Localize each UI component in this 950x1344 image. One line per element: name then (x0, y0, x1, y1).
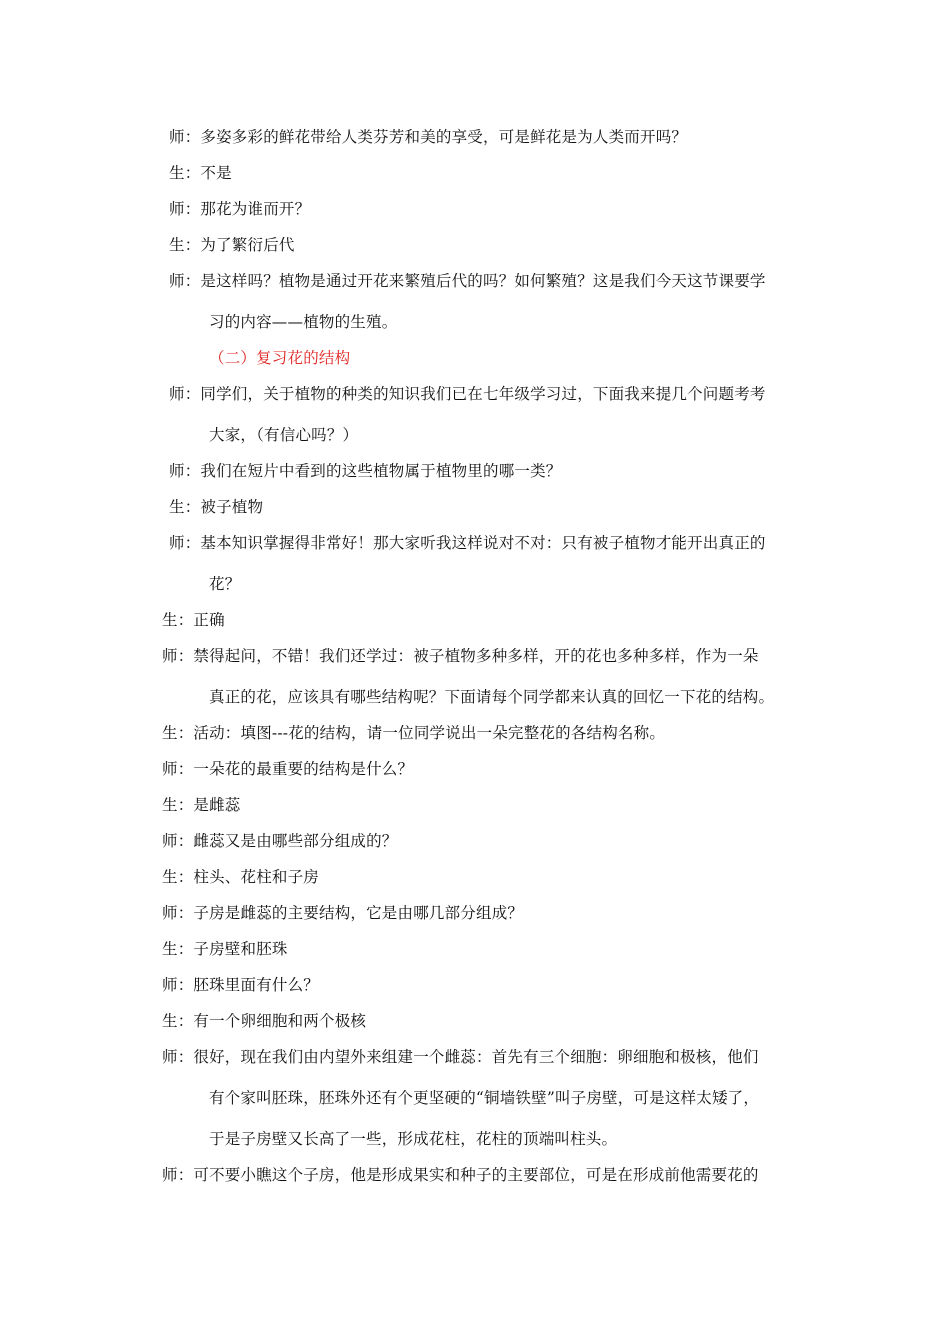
dialogue-line: 生：活动：填图---花的结构，请一位同学说出一朵完整花的各结构名称。 (162, 724, 666, 742)
dialogue-line: 生：不是 (169, 164, 232, 182)
dialogue-line: 生：正确 (162, 611, 225, 629)
dialogue-line: 师：可不要小瞧这个子房，他是形成果实和种子的主要部位，可是在形成前他需要花的 (162, 1166, 759, 1184)
dialogue-continuation: 有个家叫胚珠，胚珠外还有个更坚硬的“铜墙铁壁”叫子房壁，可是这样太矮了， (209, 1089, 760, 1107)
dialogue-continuation: 于是子房壁又长高了一些，形成花柱，花柱的顶端叫柱头。 (209, 1130, 618, 1148)
dialogue-line: 生：有一个卵细胞和两个极核 (162, 1012, 367, 1030)
dialogue-line: 师：是这样吗？植物是通过开花来繁殖后代的吗？如何繁殖？这是我们今天这节课要学 (169, 272, 766, 290)
dialogue-line: 师：我们在短片中看到的这些植物属于植物里的哪一类？ (169, 462, 562, 480)
dialogue-line: 师：很好，现在我们由内望外来组建一个雌蕊：首先有三个细胞：卵细胞和极核，他们 (162, 1048, 759, 1066)
dialogue-continuation: 习的内容——植物的生殖。 (209, 313, 398, 331)
dialogue-line: 生：子房壁和胚珠 (162, 940, 288, 958)
dialogue-continuation: 真正的花，应该具有哪些结构呢？下面请每个同学都来认真的回忆一下花的结构。 (209, 688, 775, 706)
dialogue-line: 师：雌蕊又是由哪些部分组成的？ (162, 832, 398, 850)
dialogue-continuation: 花？ (209, 575, 241, 593)
dialogue-line: 师：那花为谁而开？ (169, 200, 311, 218)
dialogue-line: 师：基本知识掌握得非常好！那大家听我这样说对不对：只有被子植物才能开出真正的 (169, 534, 766, 552)
dialogue-line: 师：多姿多彩的鲜花带给人类芬芳和美的享受，可是鲜花是为人类而开吗？ (169, 128, 688, 146)
dialogue-line: 生：被子植物 (169, 498, 264, 516)
dialogue-continuation: 大家，（有信心吗？） (209, 426, 359, 444)
dialogue-line: 师：禁得起问，不错！我们还学过：被子植物多种多样，开的花也多种多样，作为一朵 (162, 647, 759, 665)
dialogue-line: 师：同学们，关于植物的种类的知识我们已在七年级学习过，下面我来提几个问题考考 (169, 385, 766, 403)
dialogue-line: 生：柱头、花柱和子房 (162, 868, 320, 886)
dialogue-line: 生：为了繁衍后代 (169, 236, 295, 254)
dialogue-line: 生：是雌蕊 (162, 796, 241, 814)
dialogue-line: 师：子房是雌蕊的主要结构，它是由哪几部分组成？ (162, 904, 524, 922)
dialogue-line: 师：一朵花的最重要的结构是什么？ (162, 760, 414, 778)
dialogue-line: 师：胚珠里面有什么？ (162, 976, 320, 994)
section-heading: （二）复习花的结构 (209, 349, 351, 367)
